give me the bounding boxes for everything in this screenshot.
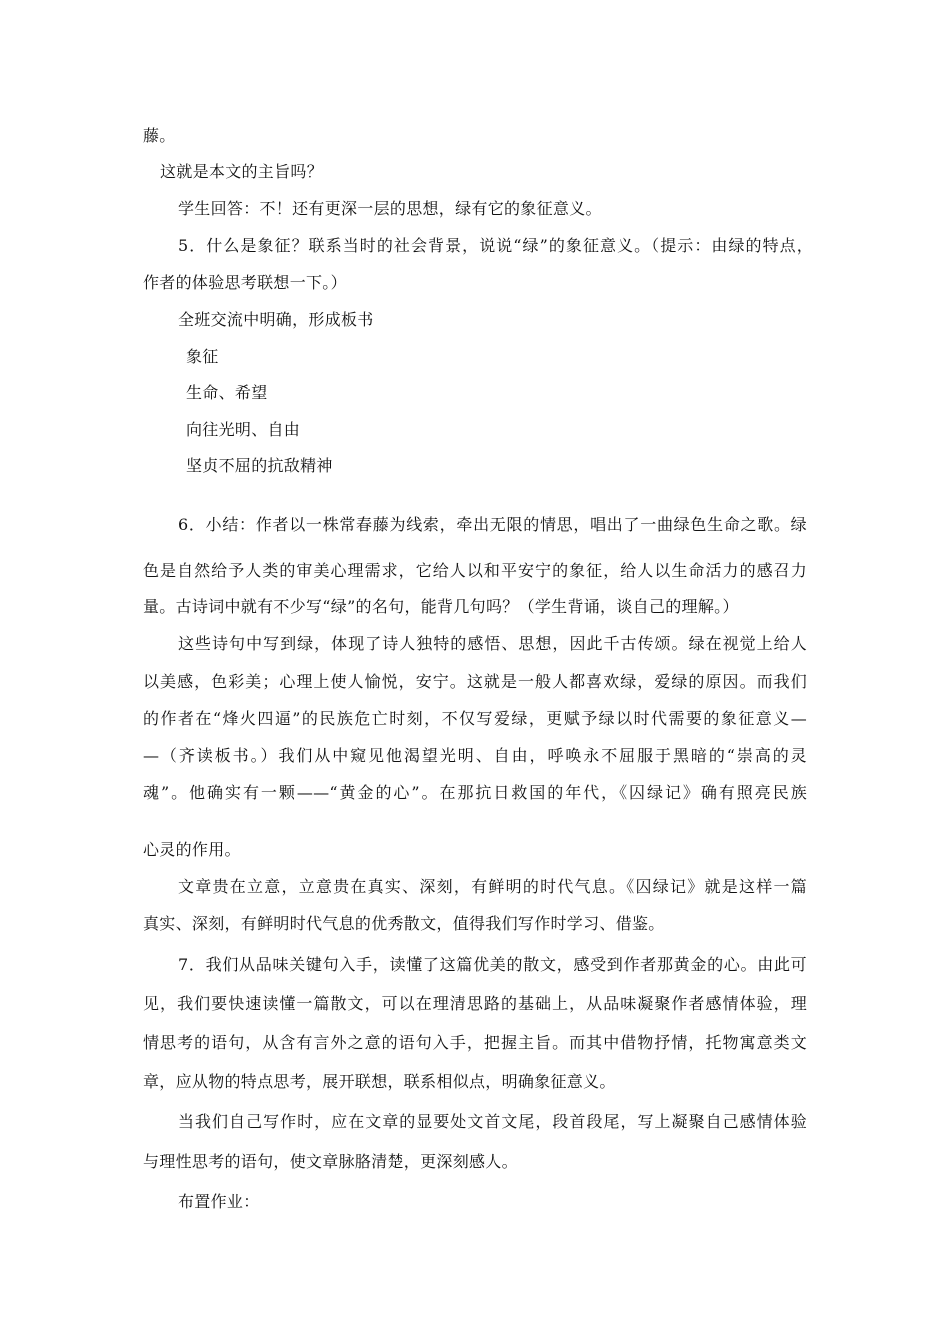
text-line-17: 真实、深刻，有鲜明时代气息的优秀散文，值得我们写作时学习、借鉴。 — [143, 914, 665, 933]
text-line-6: 全班交流中明确，形成板书 — [178, 310, 374, 329]
text-line-10: 这些诗句中写到绿，体现了诗人独特的感悟、思想，因此千古传颂。绿在视觉上给人 — [178, 634, 807, 653]
board-line-3: 向往光明、自由 — [186, 420, 301, 439]
text-line-19: 见，我们要快速读懂一篇散文，可以在理清思路的基础上，从品味凝聚作者感情体验，理 — [143, 994, 807, 1013]
text-line-16: 文章贵在立意，立意贵在真实、深刻，有鲜明的时代气息。《囚绿记》就是这样一篇 — [178, 877, 807, 896]
text-line-11: 以美感，色彩美；心理上使人愉悦，安宁。这就是一般人都喜欢绿，爱绿的原因。而我们 — [143, 672, 807, 691]
text-line-8: 色是自然给予人类的审美心理需求，它给人以和平安宁的象征，给人以生命活力的感召力 — [143, 561, 807, 580]
text-line-12: 的作者在“烽火四逼”的民族危亡时刻，不仅写爱绿，更赋予绿以时代需要的象征意义— — [143, 709, 807, 728]
text-line-15: 心灵的作用。 — [143, 840, 241, 859]
board-line-4: 坚贞不屈的抗敌精神 — [186, 456, 333, 475]
text-line-4: 5．什么是象征？联系当时的社会背景，说说“绿”的象征意义。（提示：由绿的特点， — [178, 236, 813, 255]
text-line-23: 与理性思考的语句，使文章脉胳清楚，更深刻感人。 — [143, 1152, 518, 1171]
text-line-21: 章，应从物的特点思考，展开联想，联系相似点，明确象征意义。 — [143, 1072, 616, 1091]
text-line-9: 量。古诗词中就有不少写“绿”的名句，能背几句吗？（学生背诵，谈自己的理解。） — [143, 597, 739, 616]
text-line-7: 6．小结：作者以一株常春藤为线索，牵出无限的情思，唱出了一曲绿色生命之歌。绿 — [178, 515, 807, 534]
text-line-3: 学生回答：不！还有更深一层的思想，绿有它的象征意义。 — [178, 199, 602, 218]
text-line-1: 藤。 — [143, 126, 176, 145]
text-line-24: 布置作业： — [178, 1192, 260, 1211]
text-line-20: 情思考的语句，从含有言外之意的语句入手，把握主旨。而其中借物抒情，托物寓意类文 — [143, 1033, 807, 1052]
text-line-14: 魂”。他确实有一颗——“黄金的心”。在那抗日救国的年代，《囚绿记》确有照亮民族 — [143, 783, 807, 802]
text-line-2: 这就是本文的主旨吗？ — [160, 162, 324, 181]
text-line-5: 作者的体验思考联想一下。） — [143, 273, 347, 292]
board-line-1: 象征 — [186, 347, 219, 366]
board-line-2: 生命、希望 — [186, 383, 268, 402]
text-line-18: 7．我们从品味关键句入手，读懂了这篇优美的散文，感受到作者那黄金的心。由此可 — [178, 955, 807, 974]
text-line-22: 当我们自己写作时，应在文章的显要处文首文尾，段首段尾，写上凝聚自己感情体验 — [178, 1112, 807, 1131]
text-line-13: —（齐读板书。）我们从中窥见他渴望光明、自由，呼唤永不屈服于黑暗的“崇高的灵 — [143, 746, 807, 765]
